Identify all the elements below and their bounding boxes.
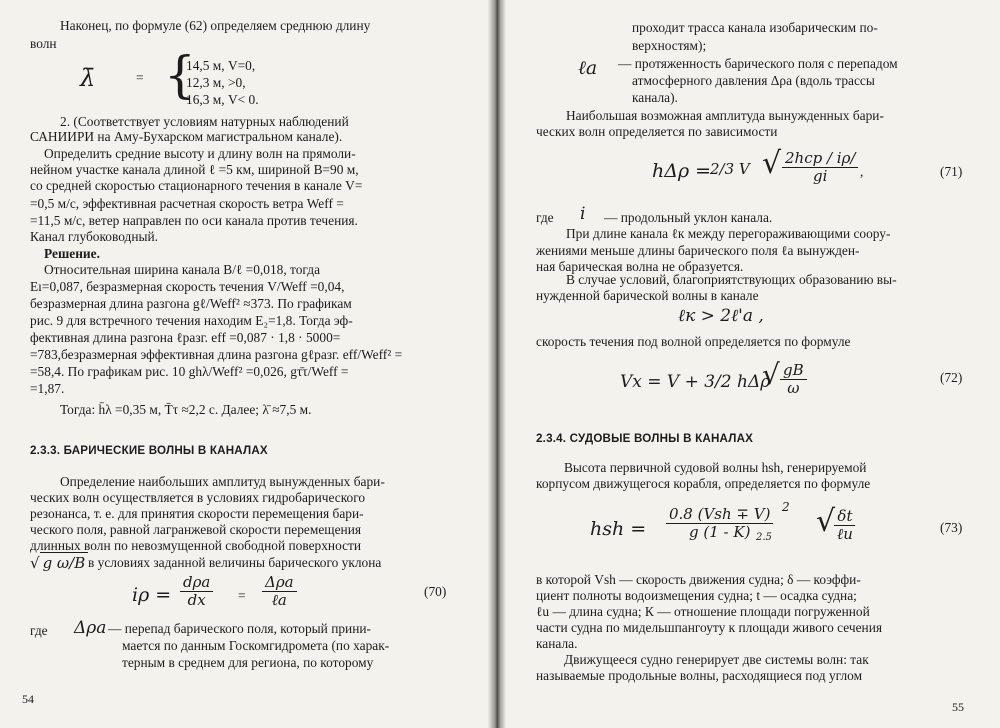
- eq70-lhs: iρ =: [132, 584, 172, 606]
- intro-line: волн: [30, 36, 57, 51]
- task-line: нейном участке канала длиной ℓ =5 км, шириной В=90 м,: [30, 162, 359, 177]
- eq73-sqrt: [816, 504, 835, 539]
- case-line: 16,3 м, V< 0.: [186, 92, 259, 107]
- eq72-number: (72): [940, 370, 963, 385]
- paragraph-line: САНИИРИ на Аму-Бухарском магистральном канале).: [30, 129, 343, 144]
- eq71-coef: 2/3 V: [710, 160, 750, 178]
- solution-line: =58,4. По графикам рис. 10 ghλ/Weff² =0,026, gτ̄τ/Weff =: [30, 364, 349, 379]
- lk-line: В случае условий, благоприятствующих образованию вы-: [566, 272, 897, 287]
- task-line: =11,5 м/с, ветер направлен по оси канала против течения.: [30, 213, 358, 228]
- book-gutter: [488, 0, 506, 728]
- section-line: Определение наибольших амплитуд вынужденных бари-: [60, 474, 385, 489]
- where-line: — продольный уклон канала.: [604, 210, 773, 225]
- amp-line: Наибольшая возможная амплитуда вынужденных бари-: [566, 108, 884, 123]
- top-line: — протяженность барического поля с перепадом: [618, 56, 898, 71]
- solution-line: =1,87.: [30, 381, 65, 396]
- eq73-lhs: hsh =: [590, 518, 647, 540]
- task-line: Канал глубоководный.: [30, 229, 159, 244]
- section-heading: 2.3.4. СУДОВЫЕ ВОЛНЫ В КАНАЛАХ: [536, 432, 754, 445]
- eq73-exponent: 2.5: [756, 532, 772, 543]
- speed-line: скорость течения под волной определяется по формуле: [536, 334, 851, 349]
- delta-p-symbol: Δρa: [74, 618, 107, 638]
- eq72-lhs: Vx = V + 3/2 hΔρ: [620, 372, 771, 392]
- eq71-frac: 2hср / iρ/ gi: [782, 150, 858, 185]
- definition-line: ℓu — длина судна; К — отношение площади погруженной: [536, 604, 870, 619]
- sqrt-icon: √: [30, 554, 40, 572]
- eq70-equals: =: [238, 588, 246, 603]
- solution-label: Решение.: [44, 246, 100, 261]
- where-line: мается по данным Госкомгидромета (по харак-: [122, 638, 390, 653]
- definition-line: циент полноты водоизмещения судна; t — осадка судна;: [536, 588, 857, 603]
- case-line: 14,5 м, V=0,: [186, 58, 256, 73]
- section-line: ческого поля, равной лагранжевой скорости перемещения: [30, 522, 362, 537]
- section-line: в условиях заданной величины барического уклона: [88, 555, 382, 570]
- inequality: ℓк > 2ℓ'a ,: [678, 306, 764, 326]
- eq72-sqrt: [762, 358, 780, 391]
- lk-line: жениями меньше длины барического поля ℓa вынужден-: [536, 243, 860, 258]
- intro-line: Наконец, по формуле (62) определяем среднюю длину: [60, 18, 371, 33]
- ship-line: корпусом движущегося корабля, определяется по формуле: [536, 476, 871, 491]
- solution-line: Eı=0,087, безразмерная скорость течения V/Weff =0,04,: [30, 279, 345, 294]
- section-heading: 2.3.3. БАРИЧЕСКИЕ ВОЛНЫ В КАНАЛАХ: [30, 444, 268, 457]
- eq71-sqrt: [762, 146, 781, 181]
- solution-line: =783,безразмерная эффективная длина разгона gℓразг. eff/Weff² =: [30, 347, 403, 362]
- left-page: [0, 0, 493, 728]
- eq71-number: (71): [940, 164, 963, 179]
- i-symbol: i: [580, 204, 586, 224]
- sqrt-icon: √: [762, 358, 780, 391]
- where-word: где: [30, 623, 48, 638]
- section-line: резонанса, т. е. для принятия скорости перемещения бари-: [30, 506, 364, 521]
- solution-line: безразмерная длина разгона gℓ/Weff² ≈373. По графикам: [30, 296, 352, 311]
- final-line: называемые продольные волны, расходящиеся под углом: [536, 668, 863, 683]
- eq73-exponent: 2: [782, 500, 790, 514]
- lambda-symbol: λ̄: [80, 64, 96, 92]
- eq70-frac2: Δρa ℓa: [262, 574, 297, 609]
- final-line: Движущееся судно генерирует две системы волн: так: [564, 652, 869, 667]
- eq73-root-frac: δt ℓu: [834, 508, 856, 543]
- la-symbol: ℓa: [578, 57, 598, 79]
- top-line: канала).: [632, 90, 678, 105]
- sqrt-icon: √: [762, 146, 782, 181]
- solution-line: Относительная ширина канала B/ℓ =0,018, тогда: [44, 262, 321, 277]
- sqrt-icon: √: [816, 504, 836, 539]
- solution-line: рис. 9 для встречного течения находим E₂=1,8. Тогда эф-: [30, 313, 353, 328]
- top-line: проходит трасса канала изобарическим по-: [632, 20, 878, 35]
- paragraph-line: 2. (Соответствует условиям натурных наблюдений: [60, 114, 349, 129]
- page-number: 55: [952, 700, 964, 714]
- task-line: Определить средние высоту и длину волн на прямоли-: [44, 146, 356, 161]
- eq70-number: (70): [424, 584, 447, 599]
- eq73-number: (73): [940, 520, 963, 535]
- task-line: со средней скоростью стационарного течения в канале V=: [30, 178, 363, 193]
- page-number: 54: [22, 692, 34, 706]
- amp-line: ческих волн определяется по зависимости: [536, 124, 778, 139]
- definition-line: части судна по мидельшпангоуту к площади живого сечения: [536, 620, 883, 635]
- top-line: атмосферного давления Δρa (вдоль трассы: [632, 73, 875, 88]
- definition-line: в которой Vsh — скорость движения судна; δ — коэффи-: [536, 572, 861, 587]
- section-line: ческих волн осуществляется в условиях гидробарического: [30, 490, 366, 505]
- lk-line: При длине канала ℓк между перегораживающими соору-: [566, 226, 891, 241]
- definition-line: канала.: [536, 636, 578, 651]
- eq72-frac: $\frac{gB}{\omega}$: [780, 362, 807, 397]
- brace-icon: {: [164, 46, 196, 104]
- ship-line: Высота первичной судовой волны hsh, генерируемой: [564, 460, 867, 475]
- eq71-lhs: hΔρ =: [652, 160, 712, 182]
- right-page: [500, 0, 1000, 728]
- lk-line: ная барическая волна не образуется.: [536, 259, 744, 274]
- task-line: =0,5 м/с, эффективная расчетная скорость ветра Weff =: [30, 196, 344, 211]
- case-line: 12,3 м, >0,: [186, 75, 246, 90]
- where-line: — перепад барического поля, который прини-: [108, 621, 372, 636]
- sqrt-expression: √ g ω/B: [30, 552, 88, 572]
- top-line: верхностям);: [632, 38, 707, 53]
- solution-line: фективная длина разгона ℓразг. eff =0,087 · 1,8 · 5000=: [30, 330, 341, 345]
- lk-line: нужденной барической волны в канале: [536, 288, 759, 303]
- equals-sign: =: [136, 70, 144, 85]
- eq70-frac1: dρa dx: [180, 574, 213, 609]
- section-line: длинных волн по невозмущенной свободной поверхности: [30, 538, 362, 553]
- where-word: где: [536, 210, 554, 225]
- result-line: Тогда: h̄λ =0,35 м, T̄τ ≈2,2 с. Далее; λ̄ ≈7,5 м.: [60, 402, 312, 417]
- eq71-comma: ,: [860, 164, 864, 179]
- eq73-frac: 0.8 (Vsh ∓ V) g (1 - K): [666, 506, 773, 541]
- where-line: терным в среднем для региона, по которому: [122, 655, 374, 670]
